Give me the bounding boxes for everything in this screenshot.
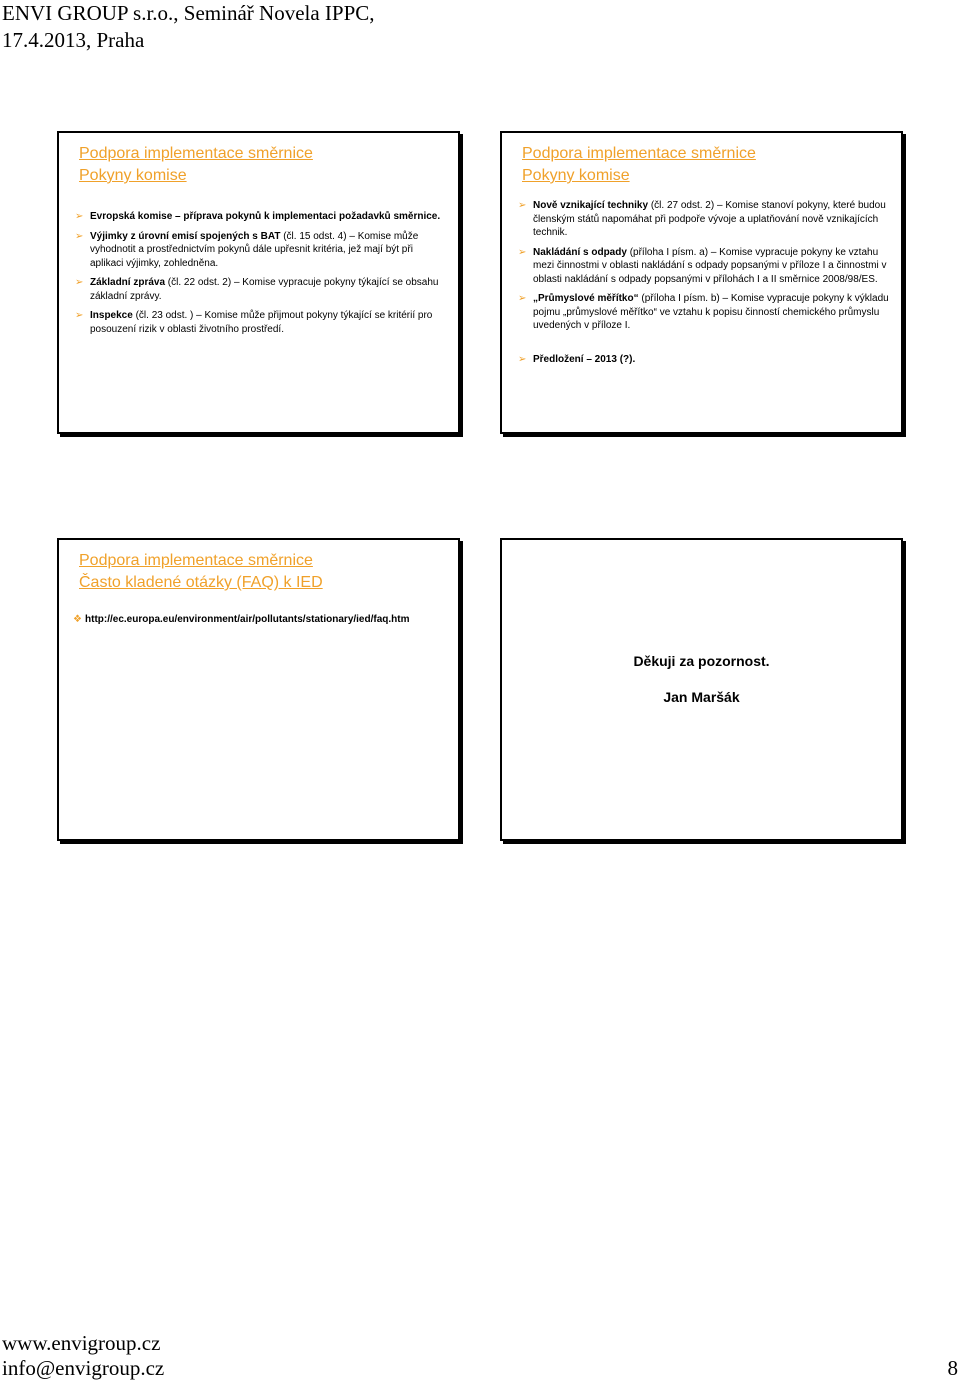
thanks-text: Děkuji za pozornost. xyxy=(633,653,770,669)
arrow-bullet-icon: ➢ xyxy=(75,230,84,242)
page-number: 8 xyxy=(947,1356,958,1380)
list-item: ➢ Inspekce (čl. 23 odst. ) – Komise může přijmout pokyny týkající se kritérií pro posouzení rizik v oblasti životního prostředí. xyxy=(75,310,433,335)
slide-3-title-line1: Podpora implementace směrnice xyxy=(79,552,313,569)
slide-1-title-line1: Podpora implementace směrnice xyxy=(79,145,313,162)
list-item: ➢ Nakládání s odpady (příloha I písm. a) – Komise vypracuje pokyny ke vztahu mezi činnostmi v oblasti nakládání s odpady popsanými v příloze I a činnostmi v oblasti nakládání s odpady popsanými v přílohách I a II směrnice 2008/98/ES. xyxy=(518,246,887,285)
list-item: ➢ Předložení – 2013 (?). xyxy=(518,353,636,365)
list-item[interactable] xyxy=(72,613,452,627)
author-name: Jan Maršák xyxy=(663,689,740,705)
arrow-bullet-icon: ➢ xyxy=(75,211,84,222)
arrow-bullet-icon: ➢ xyxy=(518,200,527,211)
slide-3-title-line2: Často kladené otázky (FAQ) k IED xyxy=(79,574,323,591)
arrow-bullet-icon: ➢ xyxy=(75,310,84,321)
list-item: ➢ Základní zpráva (čl. 22 odst. 2) – Komise vypracuje pokyny týkající se obsahu základní zprávy. xyxy=(75,277,439,302)
slide-1-title-line2: Pokyny komise xyxy=(79,167,187,184)
faq-link[interactable]: http://ec.europa.eu/environment/air/pollutants/stationary/ied/faq.htm xyxy=(85,614,410,625)
list-item: ➢ „Průmyslové měřítko“ (příloha I písm. b) – Komise vypracuje pokyny k výkladu pojmu „průmyslové měřítko“ ve vztahu k popisu činností chemického průmyslu uvedených v příloze I. xyxy=(518,293,889,331)
header-date-place: 17.4.2013, Praha xyxy=(2,28,145,52)
slide-2-title-line2: Pokyny komise xyxy=(522,167,630,184)
slide-3-bullet-list xyxy=(72,613,452,633)
diamond-bullet-icon: ❖ xyxy=(73,614,82,625)
arrow-bullet-icon: ➢ xyxy=(518,293,527,304)
slide-2 xyxy=(500,131,903,434)
document-header xyxy=(2,0,375,54)
list-item: ➢ Výjimky z úrovní emisí spojených s BAT (čl. 15 odst. 4) – Komise může vyhodnotit a prostřednictvím pokynů dále upřesnit kritéria, jež mají být při aplikaci výjimky, zohledněna. xyxy=(75,230,419,269)
slide-3 xyxy=(57,538,460,841)
slide-2-title-line1: Podpora implementace směrnice xyxy=(522,145,756,162)
footer-website: www.envigroup.cz xyxy=(2,1331,161,1355)
list-item: ➢ Evropská komise – příprava pokynů k implementaci požadavků směrnice. xyxy=(75,211,441,222)
slide-4 xyxy=(500,538,903,841)
arrow-bullet-icon: ➢ xyxy=(518,353,527,365)
slide-2-bullet-list xyxy=(515,199,893,372)
arrow-bullet-icon: ➢ xyxy=(75,277,84,288)
document-footer xyxy=(2,1331,164,1381)
footer-email: info@envigroup.cz xyxy=(2,1356,165,1380)
arrow-bullet-icon: ➢ xyxy=(518,246,527,258)
slide-1 xyxy=(57,131,460,434)
slide-1-bullet-list xyxy=(72,210,447,342)
header-title: ENVI GROUP s.r.o., Seminář Novela IPPC, xyxy=(2,1,375,25)
list-item: ➢ Nově vznikající techniky (čl. 27 odst. 2) – Komise stanoví pokyny, které budou členským států napomáhat při podpoře vývoje a uplatňování nově vznikajících technik. xyxy=(518,200,886,238)
